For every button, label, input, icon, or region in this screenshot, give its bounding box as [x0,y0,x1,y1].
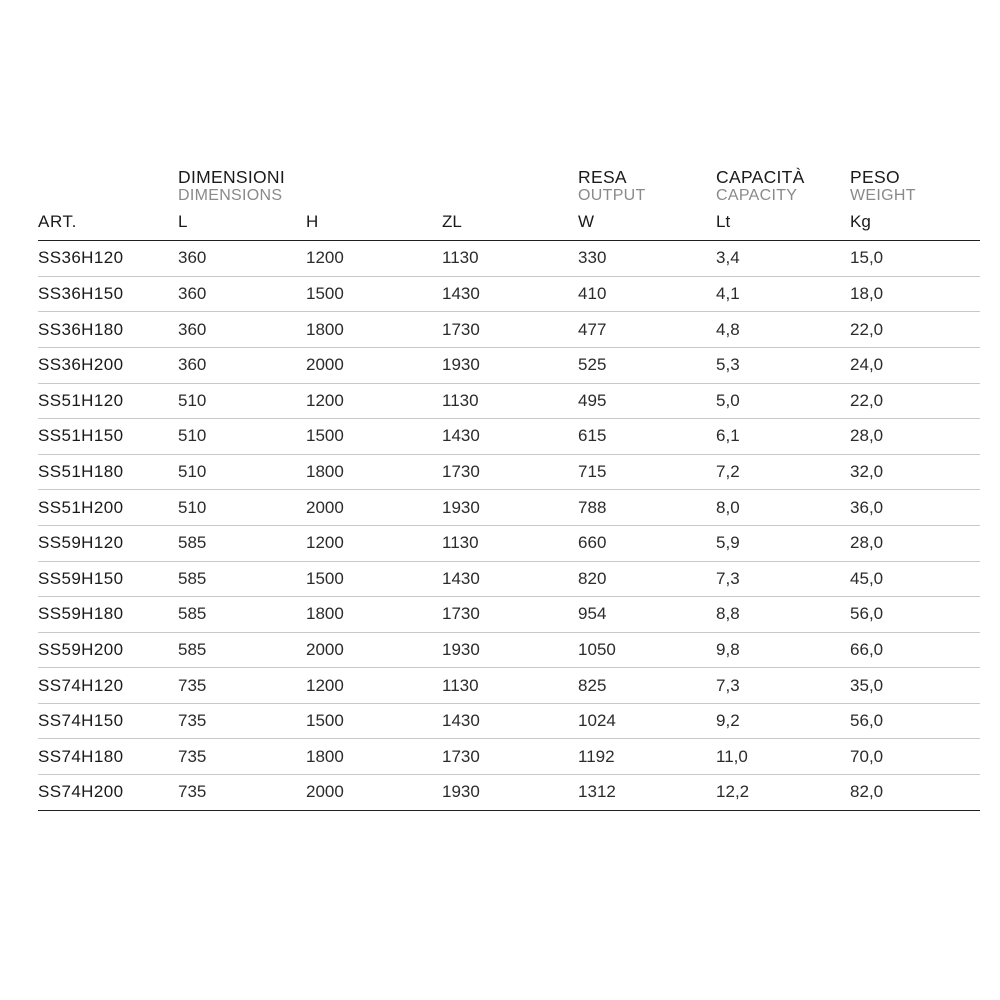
cell-lt: 9,2 [716,703,850,739]
cell-zl: 1930 [442,490,578,526]
cell-lt: 4,8 [716,312,850,348]
table-row [38,775,980,811]
column-header-lt: Lt [716,210,850,241]
cell-zl: 1430 [442,276,578,312]
cell-l: 510 [178,383,306,419]
cell-kg: 45,0 [850,561,980,597]
cell-l: 360 [178,312,306,348]
column-header-art: ART. [38,210,178,241]
cell-h: 2000 [306,347,442,383]
cell-lt: 12,2 [716,775,850,811]
cell-h: 1200 [306,241,442,277]
specifications-table [38,168,980,811]
cell-art: SS74H180 [38,739,178,775]
cell-h: 1200 [306,668,442,704]
cell-w: 715 [578,454,716,490]
cell-kg: 66,0 [850,632,980,668]
cell-lt: 5,9 [716,525,850,561]
cell-h: 1500 [306,703,442,739]
group-header-output [578,168,716,210]
cell-kg: 56,0 [850,703,980,739]
cell-lt: 7,2 [716,454,850,490]
column-header-l: L [178,210,306,241]
cell-lt: 5,3 [716,347,850,383]
group-header-weight [850,168,980,210]
cell-art: SS36H120 [38,241,178,277]
cell-kg: 22,0 [850,312,980,348]
cell-zl: 1430 [442,419,578,455]
cell-zl: 1430 [442,561,578,597]
cell-h: 2000 [306,775,442,811]
group-label-en: CAPACITY [716,186,798,204]
cell-l: 510 [178,490,306,526]
table-row [38,490,980,526]
cell-lt: 7,3 [716,561,850,597]
cell-art: SS51H200 [38,490,178,526]
cell-l: 360 [178,347,306,383]
cell-zl: 1730 [442,597,578,633]
cell-l: 585 [178,525,306,561]
cell-art: SS51H150 [38,419,178,455]
cell-zl: 1130 [442,668,578,704]
group-label-en: DIMENSIONS [178,186,283,204]
cell-kg: 56,0 [850,597,980,633]
cell-zl: 1130 [442,241,578,277]
cell-h: 1800 [306,454,442,490]
group-label-it: RESA [578,167,627,187]
cell-h: 2000 [306,490,442,526]
table-row [38,312,980,348]
table-row [38,347,980,383]
cell-l: 735 [178,703,306,739]
cell-lt: 5,0 [716,383,850,419]
cell-kg: 22,0 [850,383,980,419]
cell-zl: 1730 [442,454,578,490]
table-row [38,241,980,277]
cell-h: 1800 [306,739,442,775]
cell-art: SS36H180 [38,312,178,348]
cell-l: 585 [178,561,306,597]
cell-zl: 1130 [442,525,578,561]
cell-art: SS36H200 [38,347,178,383]
cell-zl: 1130 [442,383,578,419]
table-row [38,525,980,561]
cell-h: 1500 [306,561,442,597]
cell-art: SS51H180 [38,454,178,490]
cell-kg: 28,0 [850,419,980,455]
cell-art: SS51H120 [38,383,178,419]
cell-art: SS59H150 [38,561,178,597]
cell-w: 410 [578,276,716,312]
cell-art: SS36H150 [38,276,178,312]
cell-w: 1192 [578,739,716,775]
group-label-it: DIMENSIONI [178,167,286,187]
column-header-h: H [306,210,442,241]
cell-l: 735 [178,775,306,811]
cell-kg: 18,0 [850,276,980,312]
table-row [38,632,980,668]
group-label-it: CAPACITÀ [716,167,805,187]
cell-w: 1024 [578,703,716,739]
group-header-capacity [716,168,850,210]
table-row [38,597,980,633]
cell-h: 2000 [306,632,442,668]
group-header-row [38,168,980,210]
cell-w: 1050 [578,632,716,668]
cell-h: 1200 [306,383,442,419]
cell-l: 735 [178,739,306,775]
cell-w: 1312 [578,775,716,811]
cell-zl: 1930 [442,775,578,811]
cell-l: 360 [178,241,306,277]
table-row [38,561,980,597]
table-row [38,383,980,419]
cell-kg: 15,0 [850,241,980,277]
group-header-dimensions [178,168,578,210]
cell-kg: 36,0 [850,490,980,526]
cell-h: 1500 [306,276,442,312]
cell-l: 735 [178,668,306,704]
cell-kg: 24,0 [850,347,980,383]
group-header-art [38,168,178,210]
cell-l: 360 [178,276,306,312]
cell-w: 495 [578,383,716,419]
cell-lt: 4,1 [716,276,850,312]
cell-zl: 1730 [442,739,578,775]
cell-lt: 9,8 [716,632,850,668]
cell-w: 825 [578,668,716,704]
cell-w: 615 [578,419,716,455]
cell-lt: 7,3 [716,668,850,704]
cell-w: 954 [578,597,716,633]
group-label-it: PESO [850,167,900,187]
cell-zl: 1930 [442,347,578,383]
cell-art: SS59H200 [38,632,178,668]
cell-kg: 28,0 [850,525,980,561]
cell-zl: 1730 [442,312,578,348]
column-header-kg: Kg [850,210,980,241]
column-header-row [38,210,980,241]
cell-h: 1200 [306,525,442,561]
cell-w: 477 [578,312,716,348]
cell-lt: 8,8 [716,597,850,633]
cell-l: 510 [178,454,306,490]
column-header-w: W [578,210,716,241]
column-header-zl: ZL [442,210,578,241]
cell-art: SS59H180 [38,597,178,633]
table-row [38,454,980,490]
cell-w: 330 [578,241,716,277]
cell-w: 788 [578,490,716,526]
cell-w: 525 [578,347,716,383]
cell-l: 510 [178,419,306,455]
table-head [38,168,980,241]
cell-kg: 82,0 [850,775,980,811]
group-label-en: OUTPUT [578,186,646,204]
cell-w: 820 [578,561,716,597]
cell-h: 1500 [306,419,442,455]
cell-art: SS74H120 [38,668,178,704]
table-row [38,703,980,739]
table-row [38,739,980,775]
cell-lt: 11,0 [716,739,850,775]
table-row [38,276,980,312]
table-body [38,241,980,811]
table-row [38,668,980,704]
cell-kg: 32,0 [850,454,980,490]
cell-lt: 8,0 [716,490,850,526]
cell-art: SS59H120 [38,525,178,561]
cell-zl: 1930 [442,632,578,668]
cell-l: 585 [178,597,306,633]
cell-zl: 1430 [442,703,578,739]
cell-h: 1800 [306,597,442,633]
cell-kg: 35,0 [850,668,980,704]
cell-kg: 70,0 [850,739,980,775]
table-row [38,419,980,455]
cell-w: 660 [578,525,716,561]
cell-l: 585 [178,632,306,668]
cell-art: SS74H200 [38,775,178,811]
cell-h: 1800 [306,312,442,348]
group-label-en: WEIGHT [850,186,916,204]
cell-lt: 6,1 [716,419,850,455]
cell-art: SS74H150 [38,703,178,739]
cell-lt: 3,4 [716,241,850,277]
